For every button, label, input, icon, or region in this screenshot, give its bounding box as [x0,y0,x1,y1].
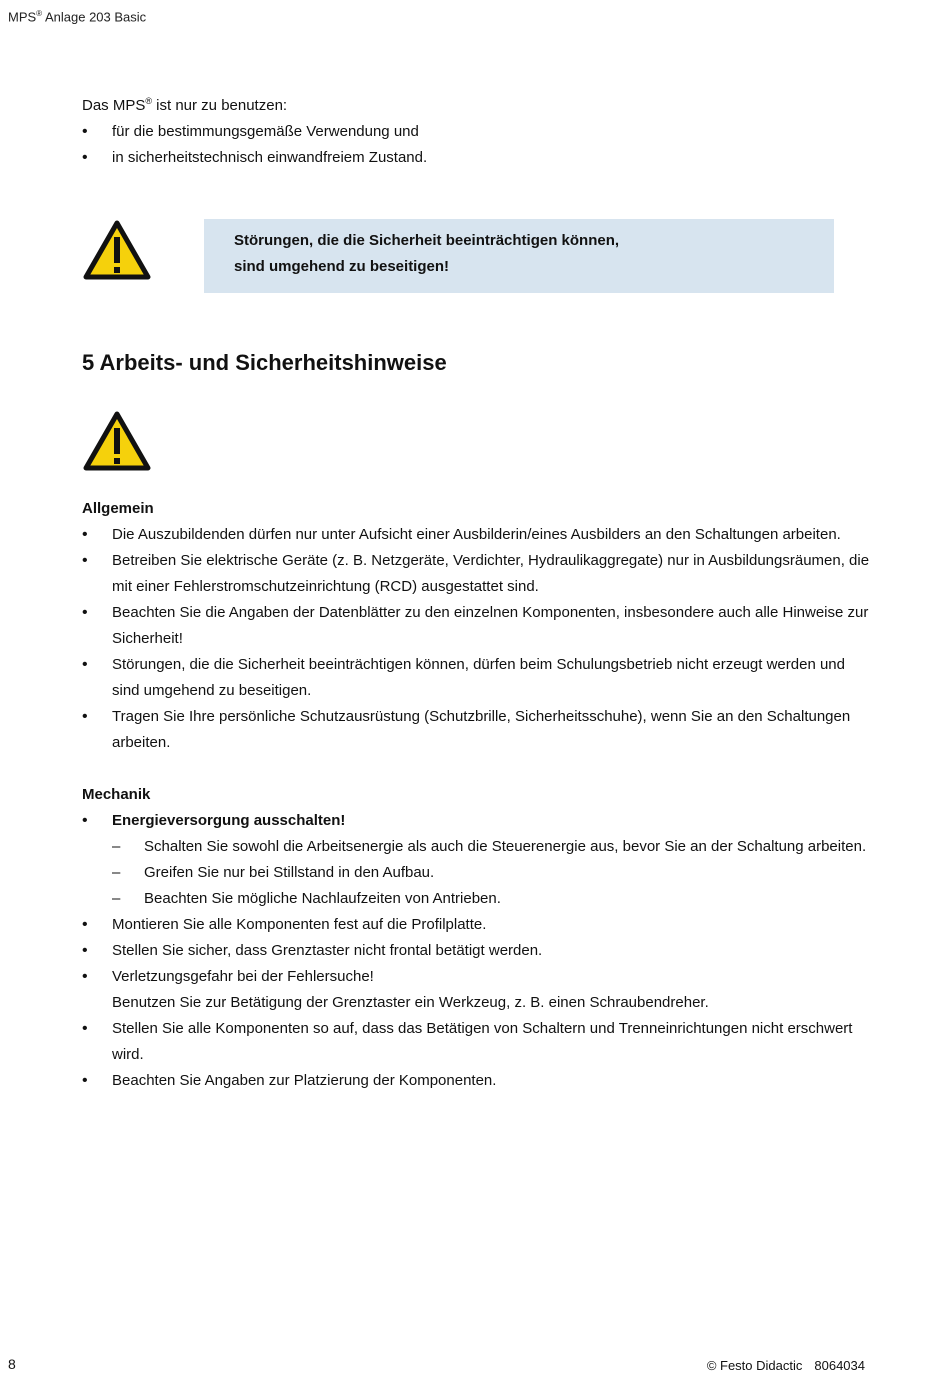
footer-doc-number: 8064034 [814,1358,865,1373]
list-item: • Tragen Sie Ihre persönliche Schutzausrüstung (Schutzbrille, Sicherheitsschuhe), wenn Sie an den Schaltungen arbeiten. [82,704,872,756]
mechanik-list [82,808,872,1094]
notice-box [204,219,834,293]
sub-list-item: – Schalten Sie sowohl die Arbeitsenergie als auch die Steuerenergie aus, bevor Sie an der Schaltung arbeiten. [112,834,872,860]
list-item: • Stellen Sie alle Komponenten so auf, dass das Betätigen von Schaltern und Trenneinrichtungen nicht erschwert wird. [82,1016,872,1068]
intro-text-before: Das MPS [82,97,146,114]
footer-copyright: © Festo Didactic [706,1358,803,1373]
sub-list-item: – Greifen Sie nur bei Stillstand in den Aufbau. [112,860,872,886]
list-item: • Montieren Sie alle Komponenten fest auf die Profilplatte. [82,912,872,938]
page-content [82,88,872,1094]
injury-warning: • Verletzungsgefahr bei der Fehlersuche! [112,968,374,985]
list-item: • für die bestimmungsgemäße Verwendung und [82,119,872,145]
energy-warning: Energieversorgung ausschalten! [112,812,346,829]
warning-triangle-icon [82,410,152,472]
list-item: • Beachten Sie die Angaben der Datenblätter zu den einzelnen Komponenten, insbesondere auch alle Hinweise zur Sicherheit! [82,600,872,652]
list-item: • in sicherheitstechnisch einwandfreiem Zustand. [82,145,872,171]
list-item: • Beachten Sie Angaben zur Platzierung der Komponenten. [82,1068,872,1094]
header-title-rest: Anlage 203 Basic [42,9,147,25]
section-title: 5 Arbeits- und Sicherheitshinweise [82,350,447,375]
notice-line: Störungen, die die Sicherheit beeinträchtigen können, [234,232,620,249]
list-item: • Störungen, die die Sicherheit beeinträchtigen können, dürfen beim Schulungsbetrieb nicht erzeugt werden und sind umgehend zu beseitigen. [82,652,872,704]
list-item-injury [82,964,872,1016]
intro-registered-mark: ® [145,96,152,106]
energy-sublist [112,834,872,912]
injury-advice: Benutzen Sie zur Betätigung der Grenztaster ein Werkzeug, z. B. einen Schraubendreher. [112,994,709,1011]
intro-bullet-list [82,119,872,171]
running-header [8,9,146,24]
intro-line [82,88,872,119]
section-warning [82,410,872,472]
warning-triangle-icon [82,219,152,281]
list-item: • Betreiben Sie elektrische Geräte (z. B. Netzgeräte, Verdichter, Hydraulikaggregate) nur in Ausbildungsräumen, die mit einer Fehlerstromschutzeinrichtung (RCD) ausgestattet sind. [82,548,872,600]
safety-notice [82,219,872,293]
intro-text-after: ist nur zu benutzen: [152,97,288,114]
page-number: 8 [8,1356,16,1372]
heading-allgemein: Allgemein [82,500,154,517]
header-title-main: MPS [8,9,37,25]
allgemein-list [82,522,872,756]
heading-mechanik: Mechanik [82,786,151,803]
footer-info [707,1358,865,1373]
notice-line: sind umgehend zu beseitigen! [234,258,450,275]
list-item: • Stellen Sie sicher, dass Grenztaster nicht frontal betätigt werden. [82,938,872,964]
sub-list-item: – Beachten Sie mögliche Nachlaufzeiten von Antrieben. [112,886,872,912]
header-registered-mark: ® [36,9,43,18]
list-item-energy [82,808,872,912]
list-item: • Die Auszubildenden dürfen nur unter Aufsicht einer Ausbilderin/eines Ausbilders an den Schaltungen arbeiten. [82,522,872,548]
